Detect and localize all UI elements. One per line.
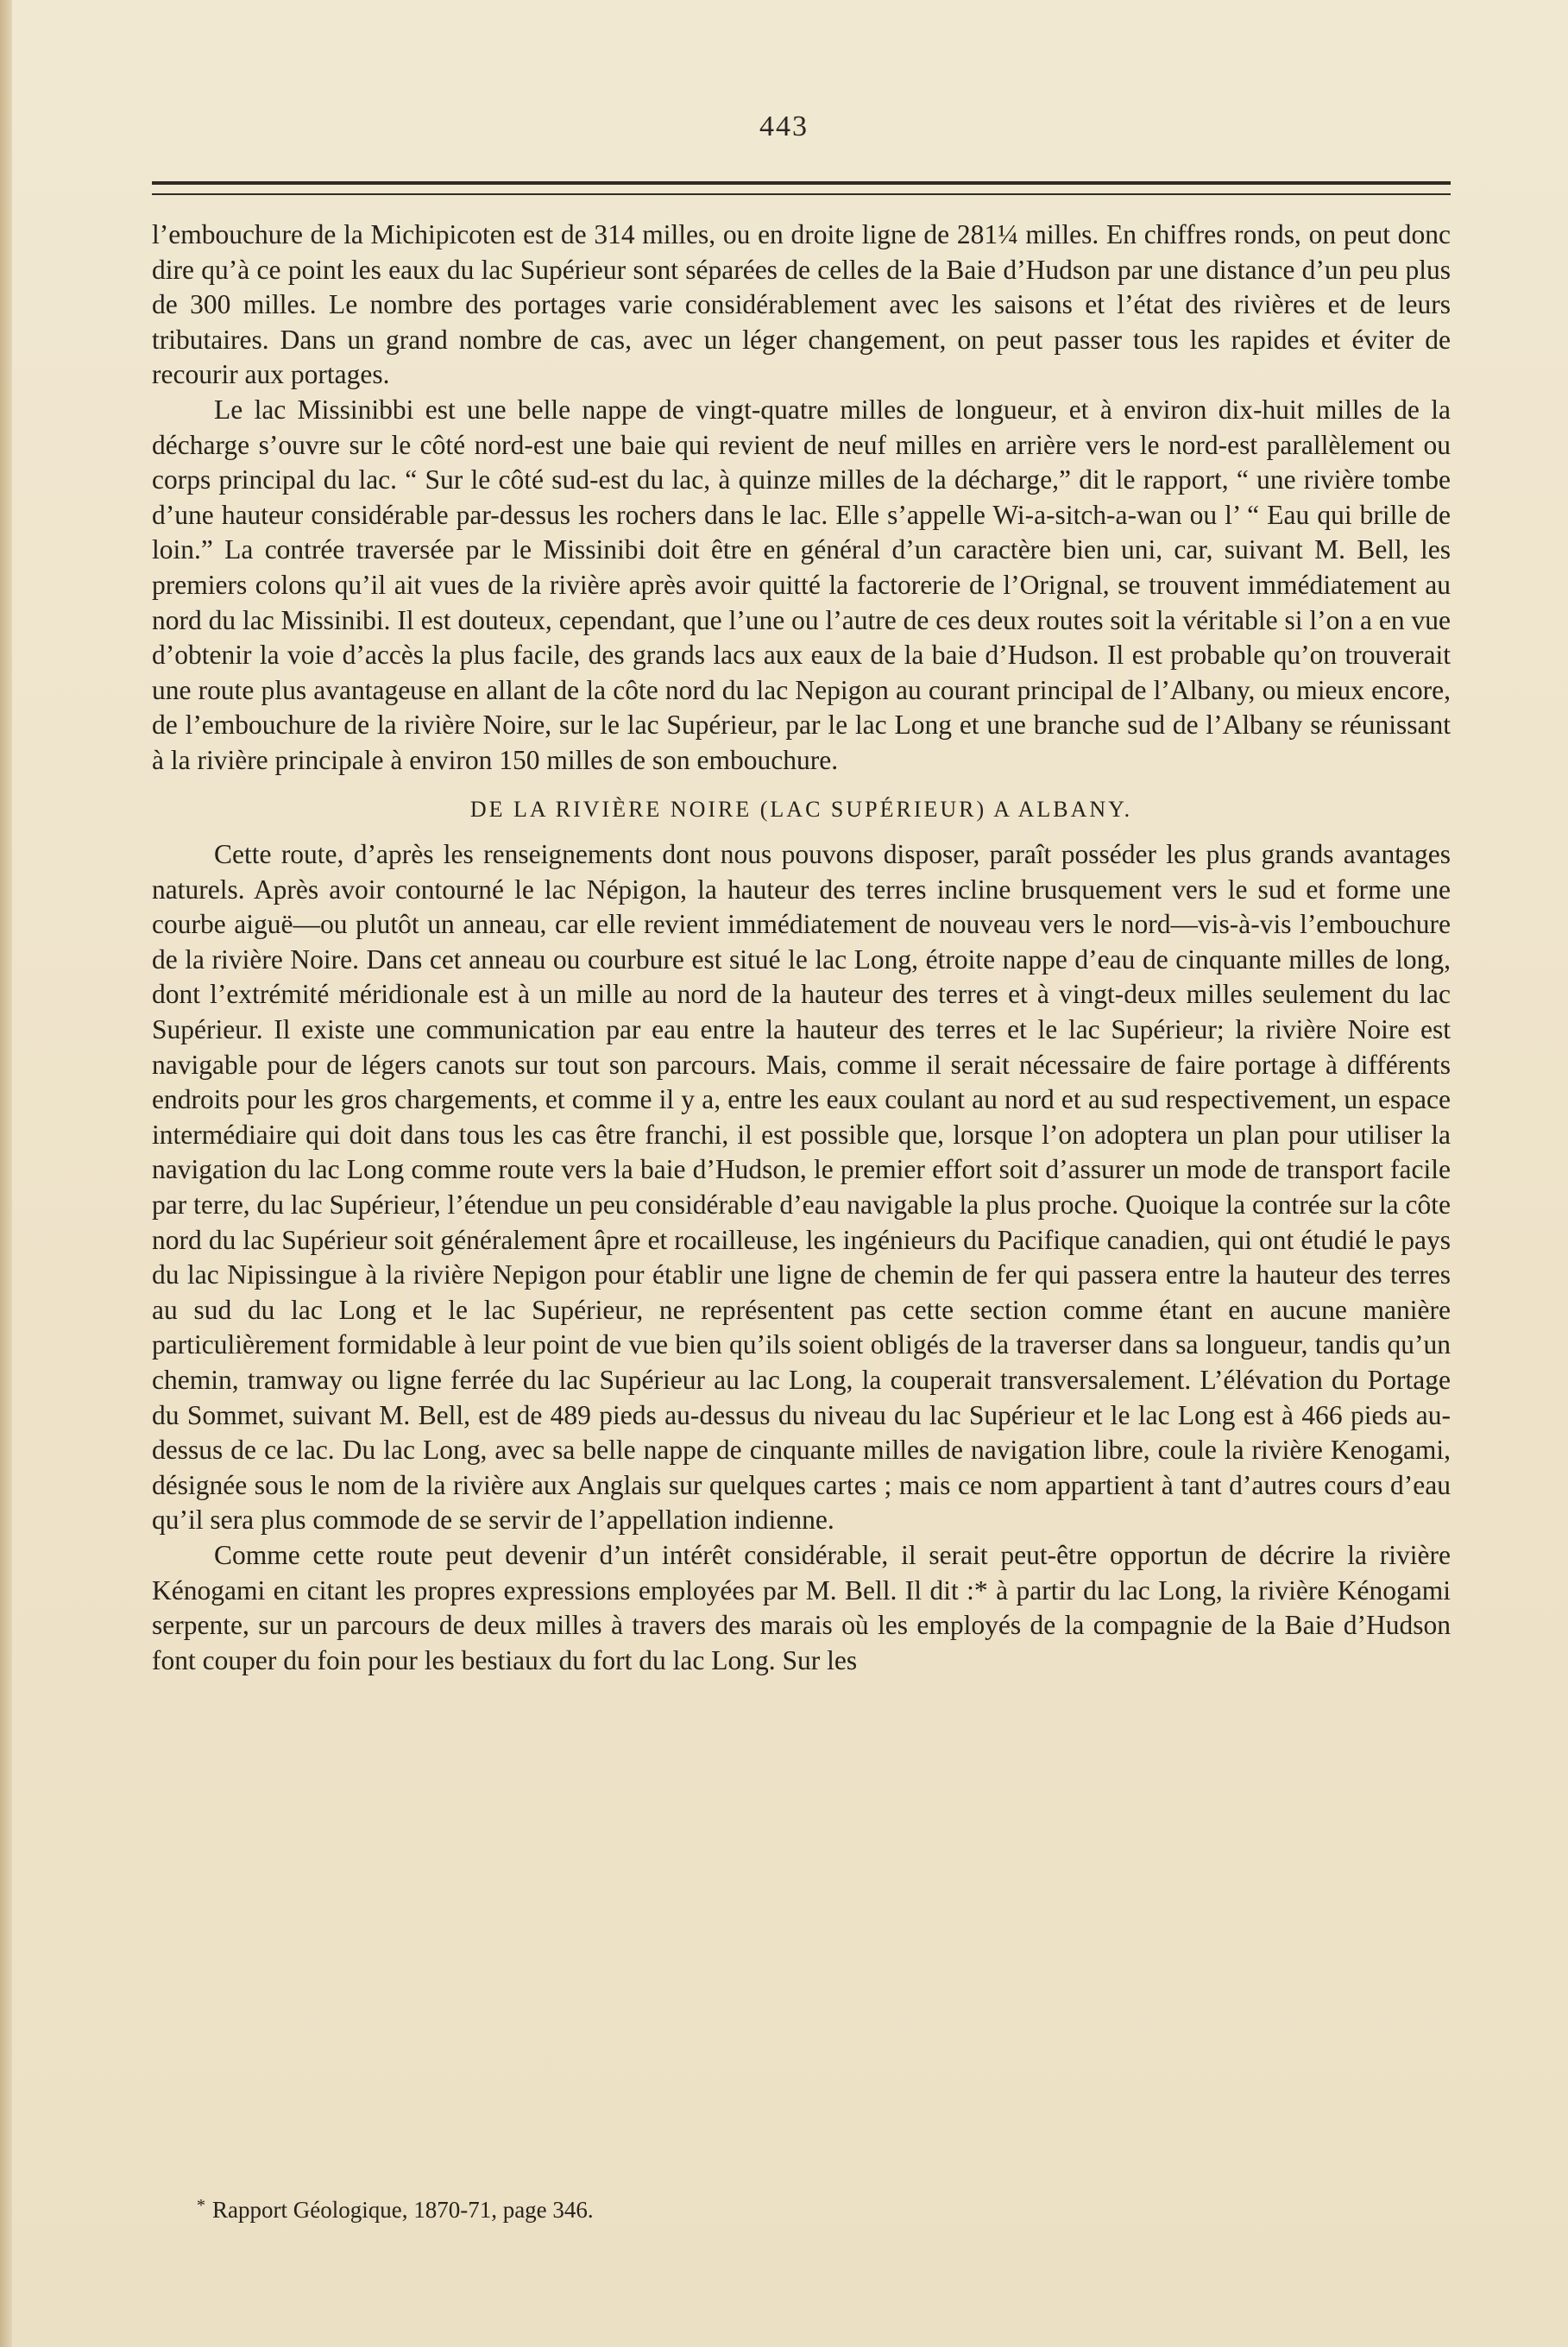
- section-heading: DE LA RIVIÈRE NOIRE (LAC SUPÉRIEUR) A ALBANY.: [469, 796, 1133, 822]
- footnote-marker: *: [197, 2196, 205, 2215]
- paragraph-continuation: l’embouchure de la Michipicoten est de 314 milles, ou en droite ligne de 281¼ milles. En chiffres ronds, on peut donc dire qu’à ce point les eaux du lac Supérieur sont séparées de celles de la Baie d’Hudson par une distance d’un peu plus de 300 milles. Le nombre des portages varie considérablement avec les saisons et l’état des rivières et de leurs tributaires. Dans un grand nombre de cas, avec un léger changement, on peut passer tous les rapides et éviter de recourir aux portages.: [152, 219, 1451, 390]
- footnote: [197, 2196, 594, 2224]
- footnote-text: Rapport Géologique, 1870-71, page 346.: [212, 2197, 594, 2223]
- paragraph-route-description: Cette route, d’après les renseignements dont nous pouvons disposer, paraît posséder les plus grands avantages naturels. Après avoir contourné le lac Népigon, la hauteur des terres incline brusquement vers le sud et forme une courbe aiguë—ou plutôt un anneau, car elle revient immédiatement de nouveau vers le nord—vis-à-vis l’embouchure de la rivière Noire. Dans cet anneau ou courbure est situé le lac Long, étroite nappe d’eau de cinquante milles de long, dont l’extrémité méridionale est à un mille au nord de la hauteur des terres et à vingt-deux milles seulement du lac Supérieur. Il existe une communication par eau entre la hauteur des terres et le lac Supérieur; la rivière Noire est navigable pour de légers canots sur tout son parcours. Mais, comme il serait nécessaire de faire portage à différents endroits pour les gros chargements, et comme il y a, entre les eaux coulant au nord et au sud respectivement, un espace intermédiaire qui doit dans tous les cas être franchi, il est possible que, lorsque l’on adoptera un plan pour utiliser la navigation du lac Long comme route vers la baie d’Hudson, le premier effort soit d’assurer un mode de transport facile par terre, du lac Supérieur, l’étendue un peu considérable d’eau navigable la plus proche. Quoique la contrée sur la côte nord du lac Supérieur soit généralement âpre et rocailleuse, les ingénieurs du Pacifique canadien, qui ont étudié le pays du lac Nipissingue à la rivière Nepigon pour établir une ligne de chemin de fer qui passera entre la hauteur des terres au sud du lac Long et le lac Supérieur, ne représentent pas cette section comme étant en aucune manière particulièrement formidable à leur point de vue bien qu’ils soient obligés de la traverser dans sa longueur, tandis qu’un chemin, tramway ou ligne ferrée du lac Supérieur au lac Long, la couperait transversalement. L’élévation du Portage du Sommet, suivant M. Bell, est de 489 pieds au-dessus du niveau du lac Supérieur et le lac Long est à 466 pieds au-dessus de ce lac. Du lac Long, avec sa belle nappe de cinquante milles de navigation libre, coule la rivière Kenogami, désignée sous le nom de la rivière aux Anglais sur quelques cartes ; mais ce nom appartient à tant d’autres cours d’eau qu’il sera plus commode de se servir de l’appellation indienne.: [152, 839, 1451, 1536]
- paragraph-kenogami: Comme cette route peut devenir d’un intérêt considérable, il serait peut-être opportun de décrire la rivière Kénogami en citant les propres expressions employées par M. Bell. Il dit :* à partir du lac Long, la rivière Kénogami serpente, sur un parcours de deux milles à travers des marais où les employés de la compagnie de la Baie d’Hudson font couper du foin pour les bestiaux du fort du lac Long. Sur les: [152, 1539, 1451, 1675]
- header-double-rule: [152, 181, 1451, 195]
- paragraph-lac-missinibbi: Le lac Missinibbi est une belle nappe de vingt-quatre milles de longueur, et à environ dix-huit milles de la décharge s’ouvre sur le côté nord-est une baie qui revient de neuf milles en arrière vers le nord-est parallèlement ou corps principal du lac. “ Sur le côté sud-est du lac, à quinze milles de la décharge,” dit le rapport, “ une rivière tombe d’une hauteur considérable par-dessus les rochers dans le lac. Elle s’appelle Wi-a-sitch-a-wan ou l’ “ Eau qui brille de loin.” La contrée traversée par le Missinibi doit être en général d’un caractère bien uni, car, suivant M. Bell, les premiers colons qu’il ait vues de la rivière après avoir quitté la factorerie de l’Orignal, se trouvent immédiatement au nord du lac Missinibi. Il est douteux, cependant, que l’une ou l’autre de ces deux routes soit la véritable si l’on a en vue d’obtenir la voie d’accès la plus facile, des grands lacs aux eaux de la baie d’Hudson. Il est probable qu’on trouverait une route plus avantageuse en allant de la côte nord du lac Nepigon au courant principal de l’Albany, ou mieux encore, de l’embouchure de la rivière Noire, sur le lac Supérieur, par le lac Long et une branche sud de l’Albany se réunissant à la rivière principale à environ 150 milles de son embouchure.: [152, 394, 1451, 775]
- body-text: [152, 218, 1451, 1678]
- page-binding-edge: [0, 0, 12, 2347]
- page-number: 443: [759, 110, 809, 142]
